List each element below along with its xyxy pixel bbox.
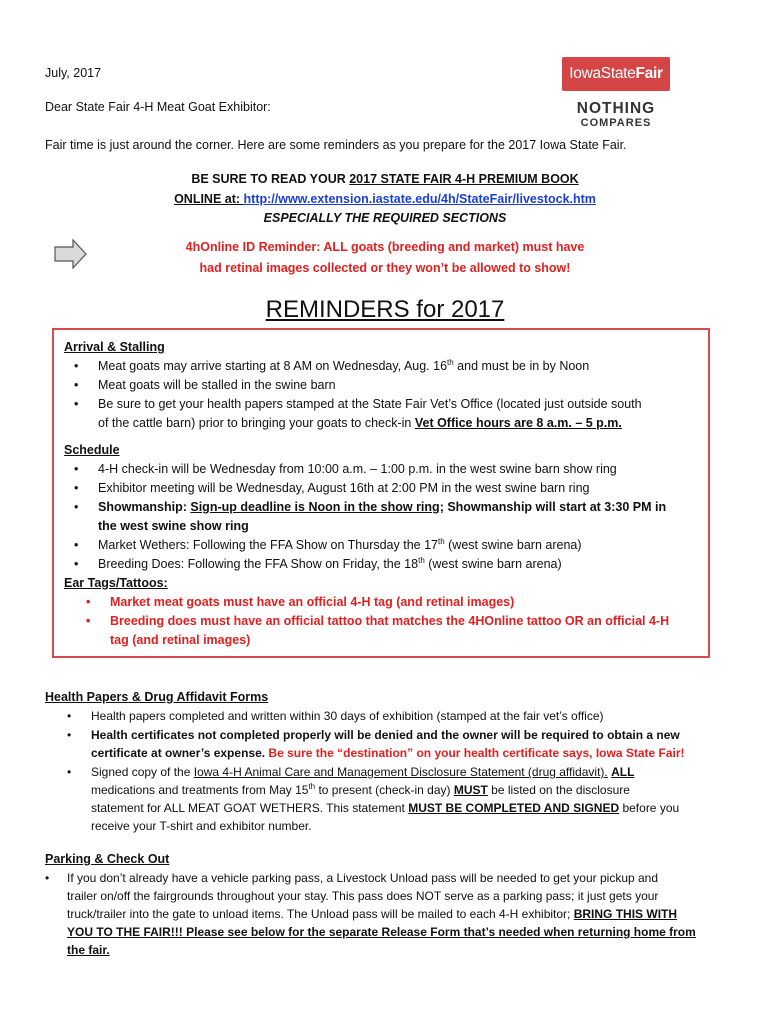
required-sections-note: ESPECIALLY THE REQUIRED SECTIONS: [263, 211, 507, 225]
list-item-continued: certificate at owner’s expense. Be sure the “destination” on your health certificate says, Iowa State Fair!: [91, 746, 685, 760]
list-item-continued: YOU TO THE FAIR!!! Please see below for the separate Release Form that’s needed when returning home from: [67, 925, 696, 939]
list-item: Exhibitor meeting will be Wednesday, August 16th at 2:00 PM in the west swine barn ring: [98, 481, 590, 495]
list-item: Market meat goats must have an official 4-H tag (and retinal images): [110, 595, 515, 609]
bullet-icon: •: [74, 397, 79, 411]
disclosure-statement-link[interactable]: Iowa 4-H Animal Care and Management Disclosure Statement (drug affidavit).: [193, 765, 608, 779]
list-item-continued: trailer on/off the fairgrounds throughout your stay. This pass does NOT serve as a parking pass; it just gets your: [67, 889, 659, 903]
logo-tagline: NOTHING COMPARES: [576, 100, 656, 129]
parking-heading: Parking & Check Out: [45, 852, 170, 866]
arrival-heading: Arrival & Stalling: [64, 340, 165, 354]
list-item-continued: the west swine show ring: [98, 519, 249, 533]
list-item: Meat goats will be stalled in the swine barn: [98, 378, 336, 392]
eartags-heading: Ear Tags/Tattoos:: [64, 576, 168, 590]
iowa-state-fair-logo: IowaStateFair: [562, 57, 670, 91]
premium-online-line: ONLINE at: http://www.extension.iastate.edu/4h/StateFair/livestock.htm: [174, 192, 596, 206]
bullet-icon: •: [74, 359, 79, 373]
bullet-icon: •: [45, 871, 50, 885]
bullet-icon: •: [74, 481, 79, 495]
bullet-icon: •: [74, 378, 79, 392]
list-item-continued: statement for ALL MEAT GOAT WETHERS. This statement MUST BE COMPLETED AND SIGNED before you: [91, 801, 680, 815]
list-item: Meat goats may arrive starting at 8 AM on Wednesday, Aug. 16th and must be in by Noon: [98, 357, 590, 373]
bullet-icon: •: [74, 500, 79, 514]
list-item-continued: medications and treatments from May 15th to present (check-in day) MUST be listed on the disclosure: [91, 782, 630, 797]
list-item: Showmanship: Sign-up deadline is Noon in the show ring; Showmanship will start at 3:30 PM in: [98, 500, 667, 514]
list-item: 4-H check-in will be Wednesday from 10:00 a.m. – 1:00 p.m. in the west swine barn show ring: [98, 462, 617, 476]
list-item: Health certificates not completed properly will be denied and the owner will be required to obtain a new: [91, 728, 680, 742]
premium-book-link[interactable]: http://www.extension.iastate.edu/4h/StateFair/livestock.htm: [243, 192, 596, 206]
bullet-icon: •: [86, 595, 91, 609]
bullet-icon: •: [74, 557, 79, 571]
bullet-icon: •: [74, 462, 79, 476]
list-item-continued: the fair.: [67, 943, 110, 957]
intro-paragraph: Fair time is just around the corner. Here are some reminders as you prepare for the 2017 Iowa State Fair.: [45, 138, 627, 152]
bullet-icon: •: [86, 614, 91, 628]
bullet-icon: •: [67, 728, 72, 742]
salutation: Dear State Fair 4-H Meat Goat Exhibitor:: [45, 100, 271, 114]
list-item: Breeding Does: Following the FFA Show on Friday, the 18th (west swine barn arena): [98, 555, 562, 571]
retinal-warning-line1: 4hOnline ID Reminder: ALL goats (breeding and market) must have: [185, 240, 585, 254]
bullet-icon: •: [74, 538, 79, 552]
premium-book-line: BE SURE TO READ YOUR 2017 STATE FAIR 4-H PREMIUM BOOK: [191, 172, 579, 186]
reminders-box: [52, 328, 710, 658]
list-item-continued: receive your T-shirt and exhibitor number.: [91, 819, 312, 833]
list-item: Signed copy of the Iowa 4-H Animal Care and Management Disclosure Statement (drug affidavit). ALL: [91, 765, 635, 779]
bullet-icon: •: [67, 765, 72, 779]
list-item-continued: tag (and retinal images): [110, 633, 251, 647]
health-heading: Health Papers & Drug Affidavit Forms: [45, 690, 269, 704]
list-item-continued: of the cattle barn) prior to bringing your goats to check-in Vet Office hours are 8 a.m. – 5 p.m.: [98, 416, 622, 430]
reminders-title: REMINDERS for 2017: [265, 296, 505, 323]
letter-date: July, 2017: [45, 66, 102, 80]
list-item: Be sure to get your health papers stamped at the State Fair Vet’s Office (located just outside south: [98, 397, 642, 411]
list-item: Breeding does must have an official tattoo that matches the 4HOnline tattoo OR an official 4-H: [110, 614, 670, 628]
list-item: Health papers completed and written within 30 days of exhibition (stamped at the fair vet’s office): [91, 709, 604, 723]
premium-book-title: 2017 STATE FAIR 4-H PREMIUM BOOK: [349, 172, 579, 186]
list-item: If you don’t already have a vehicle parking pass, a Livestock Unload pass will be needed to get your pickup and: [67, 871, 659, 885]
bullet-icon: •: [67, 709, 72, 723]
list-item: Market Wethers: Following the FFA Show on Thursday the 17th (west swine barn arena): [98, 536, 582, 552]
schedule-heading: Schedule: [64, 443, 120, 457]
list-item-continued: truck/trailer into the gate to unload items. The Unload pass will be mailed to each 4-H exhibitor; BRING THIS WITH: [67, 907, 678, 921]
retinal-warning-line2: had retinal images collected or they won’t be allowed to show!: [199, 261, 571, 275]
